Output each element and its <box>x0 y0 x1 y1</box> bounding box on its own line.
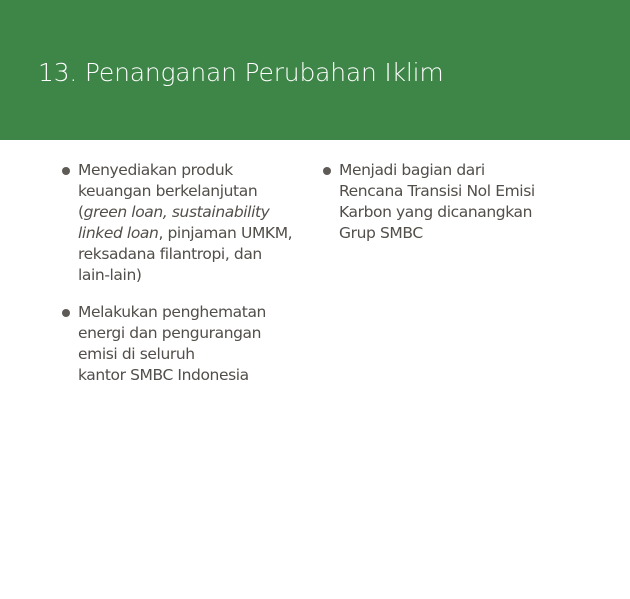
item-text-line: Rencana Transisi Nol Emisi <box>339 182 535 200</box>
bullet-dot-icon <box>323 167 331 175</box>
item-text-line: Karbon yang dicanangkan <box>339 203 533 221</box>
open-parenthesis: ( <box>78 203 84 221</box>
list-item <box>62 302 312 386</box>
item-text-line: Grup SMBC <box>339 224 423 242</box>
item-text-line <box>78 202 312 223</box>
item-text-line: energi dan pengurangan <box>78 324 262 342</box>
item-text-line: emisi di seluruh <box>78 345 195 363</box>
bullet-list-left <box>62 160 312 402</box>
item-text-line <box>78 223 312 244</box>
page-title: 13. Penanganan Perubahan Iklim <box>38 58 444 87</box>
item-text-line: Menjadi bagian dari <box>339 161 485 179</box>
item-text-line: lain-lain) <box>78 266 142 284</box>
header-banner <box>0 0 630 140</box>
item-text-line: keuangan berkelanjutan <box>78 182 258 200</box>
item-text-line: Melakukan penghematan <box>78 303 266 321</box>
item-text-line: Menyediakan produk <box>78 161 233 179</box>
item-text-line: kantor SMBC Indonesia <box>78 366 249 384</box>
list-item <box>323 160 573 244</box>
italic-term: green loan, sustainability <box>83 203 270 221</box>
bullet-list-right <box>323 160 573 260</box>
italic-term: linked loan <box>78 224 159 242</box>
list-item <box>62 160 312 286</box>
bullet-dot-icon <box>62 167 70 175</box>
item-text-fragment: , pinjaman UMKM, <box>158 224 293 242</box>
item-text-line: reksadana filantropi, dan <box>78 245 262 263</box>
bullet-dot-icon <box>62 309 70 317</box>
